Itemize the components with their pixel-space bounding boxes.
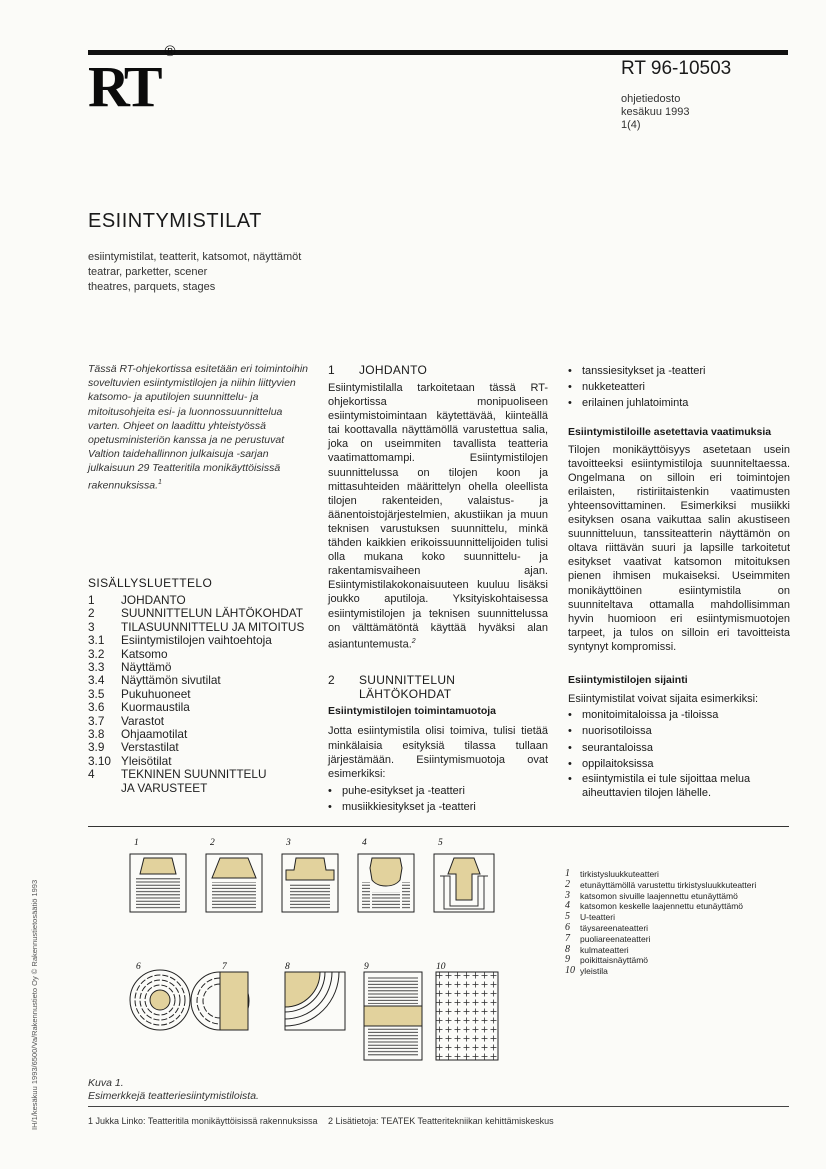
list-item: • esiintymistila ei tule sijoittaa melua aiheuttavien tilojen lähelle. (568, 772, 790, 800)
list-item: • oppilaitoksissa (568, 756, 790, 772)
section-2-list (328, 783, 548, 815)
toc-item-label: Esiintymistilojen vaihtoehtoja (121, 633, 272, 648)
section-2-heading: 2 SUUNNITTELUN LÄHTÖKOHDAT (328, 673, 456, 702)
toc-item-number: 4 (88, 767, 95, 782)
legend-item (565, 955, 756, 966)
toc-item-label: Pukuhuoneet (121, 686, 191, 701)
toc-item (88, 688, 304, 701)
legend-item (565, 880, 756, 891)
layout-1-proscenium (130, 854, 186, 912)
figure-number: 3 (286, 838, 291, 848)
figure-caption (88, 1077, 259, 1102)
requirements-subheading: Esiintymistiloille asetettavia vaatimuksia (568, 425, 772, 438)
toc-item-label: TILASUUNNITTELU JA MITOITUS (121, 619, 305, 634)
list-item: • puhe-esitykset ja -teatteri (328, 783, 548, 799)
meta-page: 1(4) (621, 119, 641, 131)
toc-item-number: 3.3 (88, 660, 105, 675)
header-rule (88, 50, 788, 55)
section-1-text: Esiintymistilalla tarkoitetaan tässä RT-ohjekortissa monipuoliseen esiintymistoimintaan käytettävää, kiinteällä tai koottavalla näyttämöllä varustettua salia, joka on useimmiten tavallista teatteria vaatimattomampi. Esiintymistilojen suunnittelussa on tilojen koon ja mittasuhteiden määrittelyn ohella oleellista tilojen rakenteiden, valaistus- ja äänentoistojärjestelmien, akustiikan ja muun teknisen varustuksen suunnittelu, minkä tähden kaikkien erikoissuunnittelijoiden tulisi olla mukana koko suunnittelu- ja rakentamisvaiheen ajan. Esiintymistilakokonaisuuteen kuuluu lisäksi joukko aputiloja. Yksityiskohtaisessa esiintymistilojen ja teknisen suunnittelussa on välttämätöntä käyttää hyväksi alan asiantuntemusta.$^2$ (328, 382, 548, 651)
toc-item (88, 715, 304, 728)
theatre-layouts-figure (120, 836, 540, 1066)
meta-type: ohjetiedosto (621, 93, 681, 105)
legend-number: 7 (565, 932, 570, 944)
caption-text: Esimerkkejä teatteriesiintymistiloista. (88, 1089, 259, 1102)
rt-logo: RT® (88, 42, 176, 119)
document-meta (621, 93, 690, 132)
toc-item-label: Kuormaustila (121, 700, 190, 715)
legend-item (565, 945, 756, 956)
keywords-fi: esiintymistilat, teatterit, katsomot, näyttämöt (88, 251, 302, 263)
keywords-en: theatres, parquets, stages (88, 281, 216, 293)
section-2-text: Jotta esiintymistila olisi toimiva, tulisi tietää minkälaisia esityksiä tilassa tullaan järjestämään. Esiintymismuotoja ovat esimerkiksi: (328, 725, 548, 780)
legend-number: 9 (565, 954, 570, 966)
toc-item-number: 1 (88, 593, 95, 607)
legend-label: poikittaisnäyttämö (580, 955, 649, 966)
layout-7-half-arena (191, 972, 249, 1030)
page-title: ESIINTYMISTILAT (88, 210, 262, 232)
toc-item-label: Varastot (121, 713, 165, 728)
toc-item-number: 3.5 (88, 686, 105, 701)
toc-item-label: TEKNINEN SUUNNITTELU (121, 767, 267, 782)
legend-item (565, 966, 756, 977)
legend-label: yleistila (580, 966, 608, 977)
figure-number: 1 (134, 838, 139, 848)
legend-number: 10 (565, 965, 575, 977)
table-of-contents (88, 594, 304, 795)
toc-item-label: Verstastilat (121, 740, 179, 755)
legend-label: puoliareenateatteri (580, 933, 651, 944)
layout-6-arena (130, 970, 190, 1030)
legend-item (565, 901, 756, 912)
toc-item (88, 768, 304, 781)
toc-item (88, 661, 304, 674)
legend-item (565, 912, 756, 923)
layout-4-thrust (358, 854, 414, 912)
legend-number: 4 (565, 900, 570, 912)
footnote-2: 2 Lisätietoja: TEATEK Teatteritekniikan kehittämiskeskus (328, 1116, 554, 1126)
figure-number: 9 (364, 962, 369, 972)
figure-number: 5 (438, 838, 443, 848)
toc-item (88, 674, 304, 687)
layout-9-traverse (364, 972, 422, 1060)
legend-item (565, 923, 756, 934)
layout-8-corner (285, 972, 345, 1030)
layout-5-u-theatre (434, 854, 494, 912)
toc-item-number: 3.4 (88, 673, 105, 688)
toc-item-number: 3.9 (88, 740, 105, 755)
toc-item (88, 594, 304, 607)
col3-top-list (568, 363, 790, 412)
toc-item (88, 634, 304, 647)
footnote-1: 1 Jukka Linko: Teatteritila monikäyttöisissä rakennuksissa (88, 1116, 318, 1126)
toc-item-label: Katsomo (121, 646, 168, 661)
toc-item-label: Näyttämö (121, 660, 172, 675)
legend-number: 5 (565, 911, 570, 923)
toc-heading: SISÄLLYSLUETTELO (88, 576, 213, 590)
list-item: • tanssiesitykset ja -teatteri (568, 363, 790, 379)
document-number: RT 96-10503 (621, 58, 732, 79)
sidebar-imprint: IH/1/kesäkuu 1993/6500/Va/Rakennustieto Oy © Rakennustietosäätiö 1993 (30, 879, 39, 1130)
list-item: • monitoimitaloissa ja -tiloissa (568, 707, 790, 723)
legend-label: tirkistysluukkuteatteri (580, 869, 659, 879)
list-item: • nuorisotiloissa (568, 723, 790, 739)
keywords (88, 250, 301, 295)
toc-item-label: JA VARUSTEET (121, 780, 208, 795)
toc-item-number: 3 (88, 619, 95, 634)
keywords-sv: teatrar, parketter, scener (88, 266, 208, 278)
toc-item (88, 741, 304, 754)
legend-label: katsomon keskelle laajennettu etunäyttämö (580, 901, 744, 912)
toc-item (88, 607, 304, 620)
toc-item-number: 3.6 (88, 700, 105, 715)
legend-item (565, 869, 756, 880)
layout-3-side-forestage (282, 854, 338, 912)
layout-2-forestage (206, 854, 262, 912)
location-text: Esiintymistilat voivat sijaita esimerkiksi: (568, 693, 759, 706)
toc-item-label: Ohjaamotilat (121, 727, 188, 742)
legend-number: 8 (565, 943, 570, 955)
list-item: • musiikkiesitykset ja -teatteri (328, 799, 548, 815)
figure-number: 6 (136, 962, 141, 972)
requirements-text: Tilojen monikäyttöisyys asetetaan usein tavoitteeksi esiintymistiloja suunniteltaessa. Ongelmana on silloin eri toimintojen erilaisten, ristiriitaistenkin vaatimusten yhteensovittaminen. Esimerkiksi musiikki esityksen osana vaikuttaa salin akustiseen suunnitteluun, tanssiteatterin näyttämön on oltava riittävän suuri ja lapsille tarkoitetut esitykset vaativat katsomon mitoituksen pienen ihmisen mukaiseksi. Useimmiten monikäyttöinen esiintymistila on suunniteltava ottamalla mahdollisimman hyvin huomioon eri esiintymismuotojen tarpeet, ja tulos on silloin eri tavoitteista syntynyt kompromissi. (568, 443, 790, 653)
figure-number: 10 (436, 962, 446, 972)
toc-item-number: 2 (88, 606, 95, 621)
figure-number: 2 (210, 838, 215, 848)
layout-10-open-space (436, 972, 498, 1060)
legend-number: 6 (565, 921, 570, 933)
legend-number: 1 (565, 868, 570, 879)
toc-item (88, 728, 304, 741)
toc-item-number: 3.1 (88, 633, 105, 648)
toc-item (88, 701, 304, 714)
toc-item (88, 621, 304, 634)
toc-item-number (88, 782, 121, 795)
figure-number: 8 (285, 962, 290, 972)
footnote-rule (88, 1106, 789, 1107)
figure-number: 4 (362, 838, 367, 848)
column-2 (328, 363, 548, 815)
toc-item-label: Näyttämön sivutilat (121, 673, 221, 688)
toc-item-label: Yleisötilat (121, 753, 172, 768)
legend-number: 2 (565, 878, 570, 890)
toc-item-label: SUUNNITTELUN LÄHTÖKOHDAT (121, 606, 303, 621)
location-subheading: Esiintymistilojen sijainti (568, 674, 688, 687)
toc-item (88, 648, 304, 661)
legend-label: U-teatteri (580, 912, 615, 923)
list-item: • seurantaloissa (568, 740, 790, 756)
caption-label: Kuva 1. (88, 1077, 124, 1089)
legend-item (565, 891, 756, 902)
legend-label: kulmateatteri (580, 944, 629, 955)
figure-number: 7 (222, 962, 227, 972)
section-1-heading: 1 JOHDANTO (328, 363, 428, 377)
location-list (568, 707, 790, 800)
column-3 (568, 363, 790, 800)
toc-item (88, 755, 304, 768)
legend-number: 3 (565, 889, 570, 901)
toc-item-number: 3.7 (88, 713, 105, 728)
legend-label: etunäyttämöllä varustettu tirkistysluukkuteatteri (580, 879, 757, 890)
legend-item (565, 934, 756, 945)
list-item: • erilainen juhlatoiminta (568, 395, 790, 411)
section-2-subheading: Esiintymistilojen toimintamuotoja (328, 705, 497, 718)
toc-item-number: 3.10 (88, 753, 111, 768)
figure-legend (565, 869, 756, 977)
intro-paragraph: Tässä RT-ohjekortissa esitetään eri toimintoihin soveltuvien esiintymistilojen ja niihin liittyvien katsomo- ja aputilojen suunnittelu- ja mitoitusohjeita esi- ja luonnossuunnittelua varten. Ohjeet on laadittu yhteistyössä opetusministeriön kanssa ja ne perustuvat Valtion taidehallinnon julkaisuja -sarjan julkaisuun 29 Teatteritila monikäyttöisissä rakennuksissa.$^1$ (88, 363, 309, 492)
toc-item (88, 782, 304, 795)
legend-label: täysareenateatteri (580, 922, 649, 933)
list-item: • nukketeatteri (568, 379, 790, 395)
toc-item-number: 3.2 (88, 646, 105, 661)
meta-date: kesäkuu 1993 (621, 106, 690, 118)
toc-item-number: 3.8 (88, 727, 105, 742)
toc-item-label: JOHDANTO (121, 593, 186, 607)
legend-label: katsomon sivuille laajennettu etunäyttämö (580, 890, 738, 901)
